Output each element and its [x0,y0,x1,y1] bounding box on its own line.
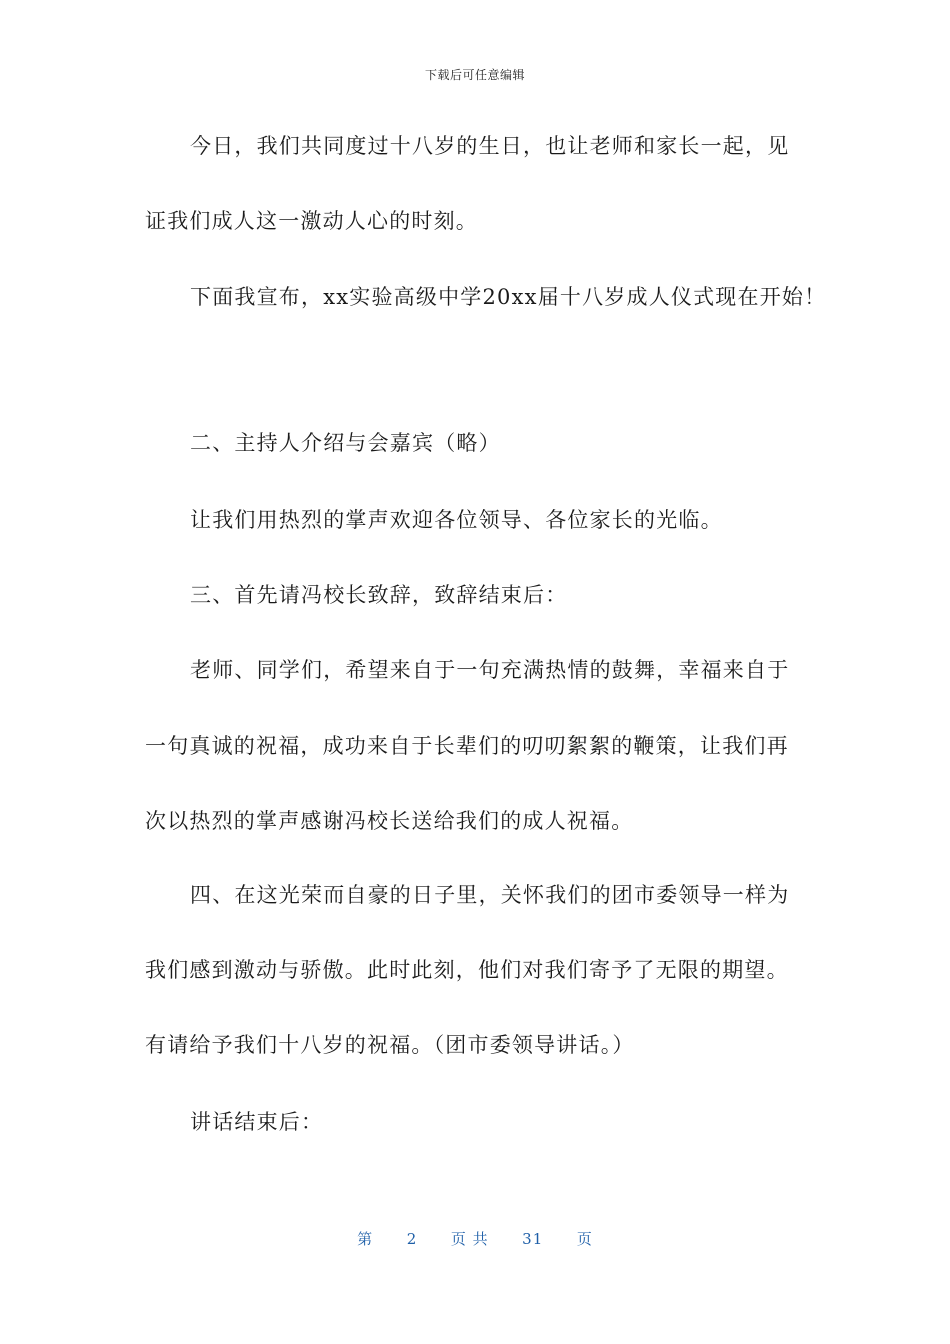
paragraph-line: 我们感到激动与骄傲。此时此刻，他们对我们寄予了无限的期望。 [145,958,789,982]
section-heading: 二、主持人介绍与会嘉宾（略） [190,431,501,455]
section-heading: 四、在这光荣而自豪的日子里，关怀我们的团市委领导一样为 [190,883,790,907]
paragraph-line: 有请给予我们十八岁的祝福。（团市委领导讲话。） [145,1033,635,1057]
paragraph-line: 讲话结束后： [190,1110,324,1134]
footer-prefix: 第 [357,1230,374,1248]
paragraph-line: 老师、同学们，希望来自于一句充满热情的鼓舞，幸福来自于 [190,658,790,682]
footer-current-page: 2 [406,1230,418,1248]
paragraph-line: 次以热烈的掌声感谢冯校长送给我们的成人祝福。 [145,809,634,833]
footer-suffix: 页 [576,1230,593,1248]
paragraph-line: 一句真诚的祝福，成功来自于长辈们的叨叨絮絮的鞭策，让我们再 [145,734,789,758]
footer-middle: 页 共 [450,1230,489,1248]
paragraph-line: 下面我宣布，xx实验高级中学20xx届十八岁成人仪式现在开始！ [190,285,827,309]
section-heading: 三、首先请冯校长致辞，致辞结束后： [190,583,568,607]
paragraph-line: 证我们成人这一激动人心的时刻。 [145,209,478,233]
page-footer [0,1228,950,1249]
footer-total-pages: 31 [522,1230,544,1248]
paragraph-line: 让我们用热烈的掌声欢迎各位领导、各位家长的光临。 [190,508,723,532]
header-note: 下载后可任意编辑 [424,68,525,82]
paragraph-line: 今日，我们共同度过十八岁的生日，也让老师和家长一起，见 [190,134,790,158]
